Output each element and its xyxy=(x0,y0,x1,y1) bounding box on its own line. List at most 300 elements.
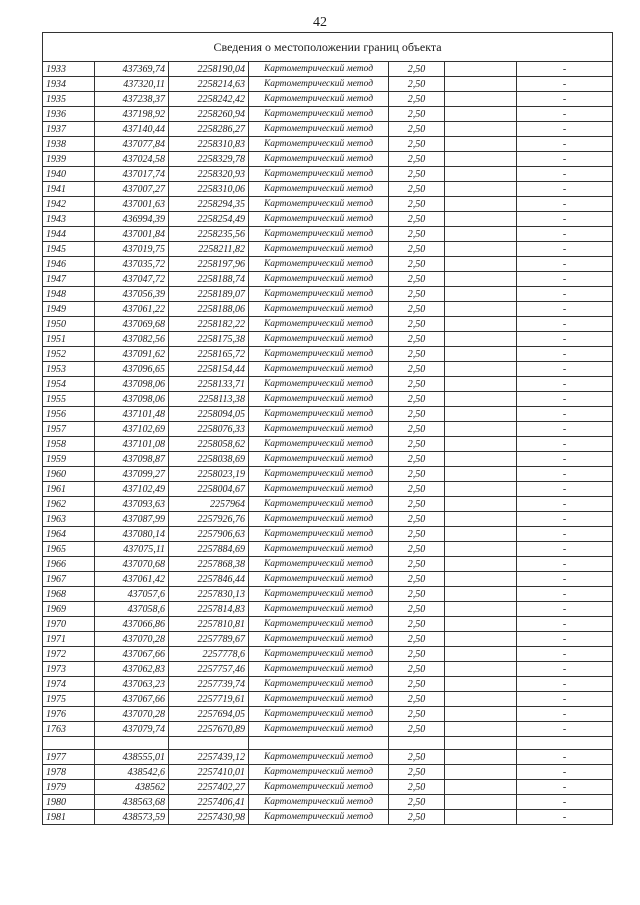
error-cell: 2,50 xyxy=(389,795,445,810)
boundary-coordinates-table xyxy=(42,32,613,825)
x-coordinate-cell: 437067,66 xyxy=(95,647,169,662)
y-coordinate-cell: 2257430,98 xyxy=(169,810,249,825)
empty-cell xyxy=(445,227,517,242)
method-cell: Картометрический метод xyxy=(249,722,389,737)
dash-cell: - xyxy=(517,602,613,617)
point-number-cell: 1954 xyxy=(43,377,95,392)
method-cell: Картометрический метод xyxy=(249,242,389,257)
method-cell: Картометрический метод xyxy=(249,137,389,152)
empty-cell xyxy=(445,407,517,422)
point-number-cell: 1958 xyxy=(43,437,95,452)
y-coordinate-cell: 2258214,63 xyxy=(169,77,249,92)
table-row xyxy=(43,302,613,317)
y-coordinate-cell: 2258310,06 xyxy=(169,182,249,197)
dash-cell: - xyxy=(517,632,613,647)
method-cell: Картометрический метод xyxy=(249,572,389,587)
y-coordinate-cell: 2257406,41 xyxy=(169,795,249,810)
method-cell: Картометрический метод xyxy=(249,780,389,795)
method-cell: Картометрический метод xyxy=(249,287,389,302)
method-cell: Картометрический метод xyxy=(249,272,389,287)
method-cell: Картометрический метод xyxy=(249,332,389,347)
table-row xyxy=(43,765,613,780)
dash-cell: - xyxy=(517,182,613,197)
x-coordinate-cell: 437070,68 xyxy=(95,557,169,572)
method-cell: Картометрический метод xyxy=(249,750,389,765)
x-coordinate-cell: 437087,99 xyxy=(95,512,169,527)
dash-cell: - xyxy=(517,795,613,810)
dash-cell: - xyxy=(517,377,613,392)
x-coordinate-cell: 438542,6 xyxy=(95,765,169,780)
error-cell: 2,50 xyxy=(389,810,445,825)
method-cell: Картометрический метод xyxy=(249,182,389,197)
dash-cell: - xyxy=(517,647,613,662)
empty-cell xyxy=(445,242,517,257)
error-cell: 2,50 xyxy=(389,287,445,302)
method-cell: Картометрический метод xyxy=(249,482,389,497)
x-coordinate-cell: 437057,6 xyxy=(95,587,169,602)
empty-cell xyxy=(445,122,517,137)
empty-cell xyxy=(445,527,517,542)
empty-cell xyxy=(445,77,517,92)
table-row xyxy=(43,482,613,497)
table-row xyxy=(43,167,613,182)
error-cell: 2,50 xyxy=(389,780,445,795)
method-cell: Картометрический метод xyxy=(249,497,389,512)
dash-cell: - xyxy=(517,347,613,362)
empty-cell xyxy=(445,377,517,392)
error-cell: 2,50 xyxy=(389,482,445,497)
method-cell: Картометрический метод xyxy=(249,392,389,407)
y-coordinate-cell: 2258286,27 xyxy=(169,122,249,137)
error-cell: 2,50 xyxy=(389,722,445,737)
table-row xyxy=(43,810,613,825)
empty-cell xyxy=(445,692,517,707)
point-number-cell: 1951 xyxy=(43,332,95,347)
error-cell: 2,50 xyxy=(389,422,445,437)
y-coordinate-cell: 2257830,13 xyxy=(169,587,249,602)
empty-cell xyxy=(517,737,613,750)
dash-cell: - xyxy=(517,662,613,677)
error-cell: 2,50 xyxy=(389,272,445,287)
dash-cell: - xyxy=(517,437,613,452)
dash-cell: - xyxy=(517,227,613,242)
point-number-cell: 1961 xyxy=(43,482,95,497)
table-row xyxy=(43,347,613,362)
dash-cell: - xyxy=(517,392,613,407)
method-cell: Картометрический метод xyxy=(249,122,389,137)
y-coordinate-cell: 2257739,74 xyxy=(169,677,249,692)
table-row xyxy=(43,587,613,602)
point-number-cell: 1942 xyxy=(43,197,95,212)
x-coordinate-cell: 437056,39 xyxy=(95,287,169,302)
x-coordinate-cell: 437098,06 xyxy=(95,377,169,392)
empty-cell xyxy=(43,737,95,750)
method-cell: Картометрический метод xyxy=(249,407,389,422)
dash-cell: - xyxy=(517,407,613,422)
x-coordinate-cell: 437101,48 xyxy=(95,407,169,422)
error-cell: 2,50 xyxy=(389,617,445,632)
dash-cell: - xyxy=(517,332,613,347)
y-coordinate-cell: 2257810,81 xyxy=(169,617,249,632)
empty-cell xyxy=(445,542,517,557)
table-row xyxy=(43,287,613,302)
table-row xyxy=(43,377,613,392)
empty-cell xyxy=(445,557,517,572)
x-coordinate-cell: 437024,58 xyxy=(95,152,169,167)
method-cell: Картометрический метод xyxy=(249,437,389,452)
dash-cell: - xyxy=(517,197,613,212)
y-coordinate-cell: 2258165,72 xyxy=(169,347,249,362)
table-row xyxy=(43,527,613,542)
dash-cell: - xyxy=(517,92,613,107)
error-cell: 2,50 xyxy=(389,77,445,92)
y-coordinate-cell: 2257719,61 xyxy=(169,692,249,707)
dash-cell: - xyxy=(517,257,613,272)
y-coordinate-cell: 2257789,67 xyxy=(169,632,249,647)
empty-cell xyxy=(445,662,517,677)
error-cell: 2,50 xyxy=(389,197,445,212)
method-cell: Картометрический метод xyxy=(249,527,389,542)
table-row xyxy=(43,452,613,467)
y-coordinate-cell: 2258154,44 xyxy=(169,362,249,377)
y-coordinate-cell: 2258320,93 xyxy=(169,167,249,182)
empty-cell xyxy=(445,332,517,347)
point-number-cell: 1949 xyxy=(43,302,95,317)
method-cell: Картометрический метод xyxy=(249,347,389,362)
x-coordinate-cell: 437058,6 xyxy=(95,602,169,617)
empty-cell xyxy=(445,422,517,437)
empty-cell xyxy=(445,737,517,750)
x-coordinate-cell: 437069,68 xyxy=(95,317,169,332)
point-number-cell: 1975 xyxy=(43,692,95,707)
point-number-cell: 1935 xyxy=(43,92,95,107)
table-row xyxy=(43,617,613,632)
error-cell: 2,50 xyxy=(389,137,445,152)
point-number-cell: 1939 xyxy=(43,152,95,167)
y-coordinate-cell: 2257778,6 xyxy=(169,647,249,662)
x-coordinate-cell: 437102,69 xyxy=(95,422,169,437)
point-number-cell: 1957 xyxy=(43,422,95,437)
x-coordinate-cell: 437096,65 xyxy=(95,362,169,377)
error-cell: 2,50 xyxy=(389,92,445,107)
method-cell: Картометрический метод xyxy=(249,377,389,392)
point-number-cell: 1950 xyxy=(43,317,95,332)
point-number-cell: 1959 xyxy=(43,452,95,467)
dash-cell: - xyxy=(517,152,613,167)
table-row xyxy=(43,92,613,107)
method-cell: Картометрический метод xyxy=(249,302,389,317)
dash-cell: - xyxy=(517,617,613,632)
method-cell: Картометрический метод xyxy=(249,765,389,780)
point-number-cell: 1933 xyxy=(43,62,95,77)
error-cell: 2,50 xyxy=(389,662,445,677)
method-cell: Картометрический метод xyxy=(249,452,389,467)
point-number-cell: 1955 xyxy=(43,392,95,407)
method-cell: Картометрический метод xyxy=(249,810,389,825)
dash-cell: - xyxy=(517,272,613,287)
error-cell: 2,50 xyxy=(389,602,445,617)
error-cell: 2,50 xyxy=(389,167,445,182)
y-coordinate-cell: 2258190,04 xyxy=(169,62,249,77)
empty-cell xyxy=(249,737,389,750)
empty-cell xyxy=(445,647,517,662)
table-row xyxy=(43,647,613,662)
table-row xyxy=(43,107,613,122)
dash-cell: - xyxy=(517,62,613,77)
x-coordinate-cell: 437080,14 xyxy=(95,527,169,542)
error-cell: 2,50 xyxy=(389,692,445,707)
y-coordinate-cell: 2258235,56 xyxy=(169,227,249,242)
empty-cell xyxy=(95,737,169,750)
x-coordinate-cell: 437238,37 xyxy=(95,92,169,107)
method-cell: Картометрический метод xyxy=(249,422,389,437)
dash-cell: - xyxy=(517,77,613,92)
table-title: Сведения о местоположении границ объекта xyxy=(43,33,613,62)
method-cell: Картометрический метод xyxy=(249,662,389,677)
error-cell: 2,50 xyxy=(389,122,445,137)
y-coordinate-cell: 2257906,63 xyxy=(169,527,249,542)
method-cell: Картометрический метод xyxy=(249,795,389,810)
point-number-cell: 1947 xyxy=(43,272,95,287)
table-row xyxy=(43,77,613,92)
table-title-row xyxy=(43,33,613,62)
error-cell: 2,50 xyxy=(389,392,445,407)
error-cell: 2,50 xyxy=(389,62,445,77)
x-coordinate-cell: 437061,42 xyxy=(95,572,169,587)
table-row xyxy=(43,557,613,572)
empty-cell xyxy=(445,62,517,77)
empty-cell xyxy=(445,137,517,152)
empty-cell xyxy=(445,167,517,182)
error-cell: 2,50 xyxy=(389,497,445,512)
error-cell: 2,50 xyxy=(389,437,445,452)
point-number-cell: 1967 xyxy=(43,572,95,587)
table-row xyxy=(43,512,613,527)
error-cell: 2,50 xyxy=(389,362,445,377)
point-number-cell: 1981 xyxy=(43,810,95,825)
empty-cell xyxy=(445,392,517,407)
y-coordinate-cell: 2257846,44 xyxy=(169,572,249,587)
point-number-cell: 1936 xyxy=(43,107,95,122)
point-number-cell: 1945 xyxy=(43,242,95,257)
y-coordinate-cell: 2258260,94 xyxy=(169,107,249,122)
x-coordinate-cell: 437001,63 xyxy=(95,197,169,212)
table-row xyxy=(43,795,613,810)
empty-cell xyxy=(445,257,517,272)
y-coordinate-cell: 2257402,27 xyxy=(169,780,249,795)
y-coordinate-cell: 2258211,82 xyxy=(169,242,249,257)
y-coordinate-cell: 2257757,46 xyxy=(169,662,249,677)
error-cell: 2,50 xyxy=(389,557,445,572)
x-coordinate-cell: 437101,08 xyxy=(95,437,169,452)
error-cell: 2,50 xyxy=(389,212,445,227)
y-coordinate-cell: 2257884,69 xyxy=(169,542,249,557)
x-coordinate-cell: 437067,66 xyxy=(95,692,169,707)
table-row xyxy=(43,317,613,332)
method-cell: Картометрический метод xyxy=(249,602,389,617)
method-cell: Картометрический метод xyxy=(249,542,389,557)
point-number-cell: 1963 xyxy=(43,512,95,527)
dash-cell: - xyxy=(517,512,613,527)
point-number-cell: 1937 xyxy=(43,122,95,137)
point-number-cell: 1979 xyxy=(43,780,95,795)
x-coordinate-cell: 437098,06 xyxy=(95,392,169,407)
empty-cell xyxy=(445,182,517,197)
table-row xyxy=(43,182,613,197)
table-row xyxy=(43,707,613,722)
point-number-cell: 1948 xyxy=(43,287,95,302)
point-number-cell: 1977 xyxy=(43,750,95,765)
empty-cell xyxy=(445,780,517,795)
y-coordinate-cell: 2257670,89 xyxy=(169,722,249,737)
point-number-cell: 1968 xyxy=(43,587,95,602)
y-coordinate-cell: 2258197,96 xyxy=(169,257,249,272)
error-cell: 2,50 xyxy=(389,257,445,272)
x-coordinate-cell: 437093,63 xyxy=(95,497,169,512)
dash-cell: - xyxy=(517,587,613,602)
x-coordinate-cell: 437017,74 xyxy=(95,167,169,182)
empty-cell xyxy=(445,302,517,317)
point-number-cell: 1971 xyxy=(43,632,95,647)
y-coordinate-cell: 2258188,74 xyxy=(169,272,249,287)
empty-cell xyxy=(445,765,517,780)
y-coordinate-cell: 2258242,42 xyxy=(169,92,249,107)
method-cell: Картометрический метод xyxy=(249,557,389,572)
y-coordinate-cell: 2258182,22 xyxy=(169,317,249,332)
point-number-cell: 1763 xyxy=(43,722,95,737)
error-cell: 2,50 xyxy=(389,407,445,422)
point-number-cell: 1969 xyxy=(43,602,95,617)
dash-cell: - xyxy=(517,242,613,257)
method-cell: Картометрический метод xyxy=(249,152,389,167)
dash-cell: - xyxy=(517,482,613,497)
empty-cell xyxy=(445,107,517,122)
empty-cell xyxy=(169,737,249,750)
method-cell: Картометрический метод xyxy=(249,62,389,77)
dash-cell: - xyxy=(517,750,613,765)
error-cell: 2,50 xyxy=(389,467,445,482)
method-cell: Картометрический метод xyxy=(249,632,389,647)
error-cell: 2,50 xyxy=(389,227,445,242)
point-number-cell: 1956 xyxy=(43,407,95,422)
empty-cell xyxy=(445,795,517,810)
empty-cell xyxy=(445,572,517,587)
empty-cell xyxy=(445,482,517,497)
y-coordinate-cell: 2257926,76 xyxy=(169,512,249,527)
dash-cell: - xyxy=(517,722,613,737)
y-coordinate-cell: 2258188,06 xyxy=(169,302,249,317)
x-coordinate-cell: 437077,84 xyxy=(95,137,169,152)
empty-cell xyxy=(445,197,517,212)
empty-cell xyxy=(445,497,517,512)
empty-cell xyxy=(445,467,517,482)
empty-cell xyxy=(445,617,517,632)
y-coordinate-cell: 2258076,33 xyxy=(169,422,249,437)
table-row xyxy=(43,257,613,272)
table-row xyxy=(43,332,613,347)
method-cell: Картометрический метод xyxy=(249,167,389,182)
x-coordinate-cell: 437369,74 xyxy=(95,62,169,77)
empty-cell xyxy=(445,362,517,377)
table-row xyxy=(43,542,613,557)
empty-cell xyxy=(445,452,517,467)
y-coordinate-cell: 2258113,38 xyxy=(169,392,249,407)
error-cell: 2,50 xyxy=(389,377,445,392)
y-coordinate-cell: 2258294,35 xyxy=(169,197,249,212)
error-cell: 2,50 xyxy=(389,452,445,467)
dash-cell: - xyxy=(517,677,613,692)
y-coordinate-cell: 2258058,62 xyxy=(169,437,249,452)
x-coordinate-cell: 436994,39 xyxy=(95,212,169,227)
method-cell: Картометрический метод xyxy=(249,587,389,602)
error-cell: 2,50 xyxy=(389,750,445,765)
x-coordinate-cell: 437075,11 xyxy=(95,542,169,557)
method-cell: Картометрический метод xyxy=(249,707,389,722)
empty-cell xyxy=(445,677,517,692)
error-cell: 2,50 xyxy=(389,317,445,332)
dash-cell: - xyxy=(517,422,613,437)
error-cell: 2,50 xyxy=(389,677,445,692)
point-number-cell: 1976 xyxy=(43,707,95,722)
empty-cell xyxy=(445,587,517,602)
dash-cell: - xyxy=(517,780,613,795)
method-cell: Картометрический метод xyxy=(249,362,389,377)
method-cell: Картометрический метод xyxy=(249,647,389,662)
x-coordinate-cell: 437063,23 xyxy=(95,677,169,692)
table-row xyxy=(43,467,613,482)
empty-cell xyxy=(445,632,517,647)
dash-cell: - xyxy=(517,122,613,137)
method-cell: Картометрический метод xyxy=(249,512,389,527)
error-cell: 2,50 xyxy=(389,572,445,587)
empty-cell xyxy=(445,722,517,737)
y-coordinate-cell: 2257410,01 xyxy=(169,765,249,780)
empty-cell xyxy=(445,810,517,825)
y-coordinate-cell: 2258189,07 xyxy=(169,287,249,302)
table-row xyxy=(43,122,613,137)
x-coordinate-cell: 438573,59 xyxy=(95,810,169,825)
method-cell: Картометрический метод xyxy=(249,617,389,632)
table-row xyxy=(43,780,613,795)
x-coordinate-cell: 437007,27 xyxy=(95,182,169,197)
table-row xyxy=(43,497,613,512)
x-coordinate-cell: 438562 xyxy=(95,780,169,795)
point-number-cell: 1946 xyxy=(43,257,95,272)
empty-cell xyxy=(445,347,517,362)
method-cell: Картометрический метод xyxy=(249,467,389,482)
x-coordinate-cell: 437070,28 xyxy=(95,632,169,647)
method-cell: Картометрический метод xyxy=(249,77,389,92)
point-number-cell: 1978 xyxy=(43,765,95,780)
table-row xyxy=(43,392,613,407)
method-cell: Картометрический метод xyxy=(249,92,389,107)
method-cell: Картометрический метод xyxy=(249,257,389,272)
y-coordinate-cell: 2257868,38 xyxy=(169,557,249,572)
dash-cell: - xyxy=(517,287,613,302)
x-coordinate-cell: 437198,92 xyxy=(95,107,169,122)
empty-cell xyxy=(445,750,517,765)
error-cell: 2,50 xyxy=(389,152,445,167)
table-row xyxy=(43,722,613,737)
empty-cell xyxy=(445,92,517,107)
error-cell: 2,50 xyxy=(389,512,445,527)
point-number-cell: 1964 xyxy=(43,527,95,542)
y-coordinate-cell: 2258023,19 xyxy=(169,467,249,482)
table-row xyxy=(43,632,613,647)
method-cell: Картометрический метод xyxy=(249,212,389,227)
method-cell: Картометрический метод xyxy=(249,227,389,242)
dash-cell: - xyxy=(517,810,613,825)
